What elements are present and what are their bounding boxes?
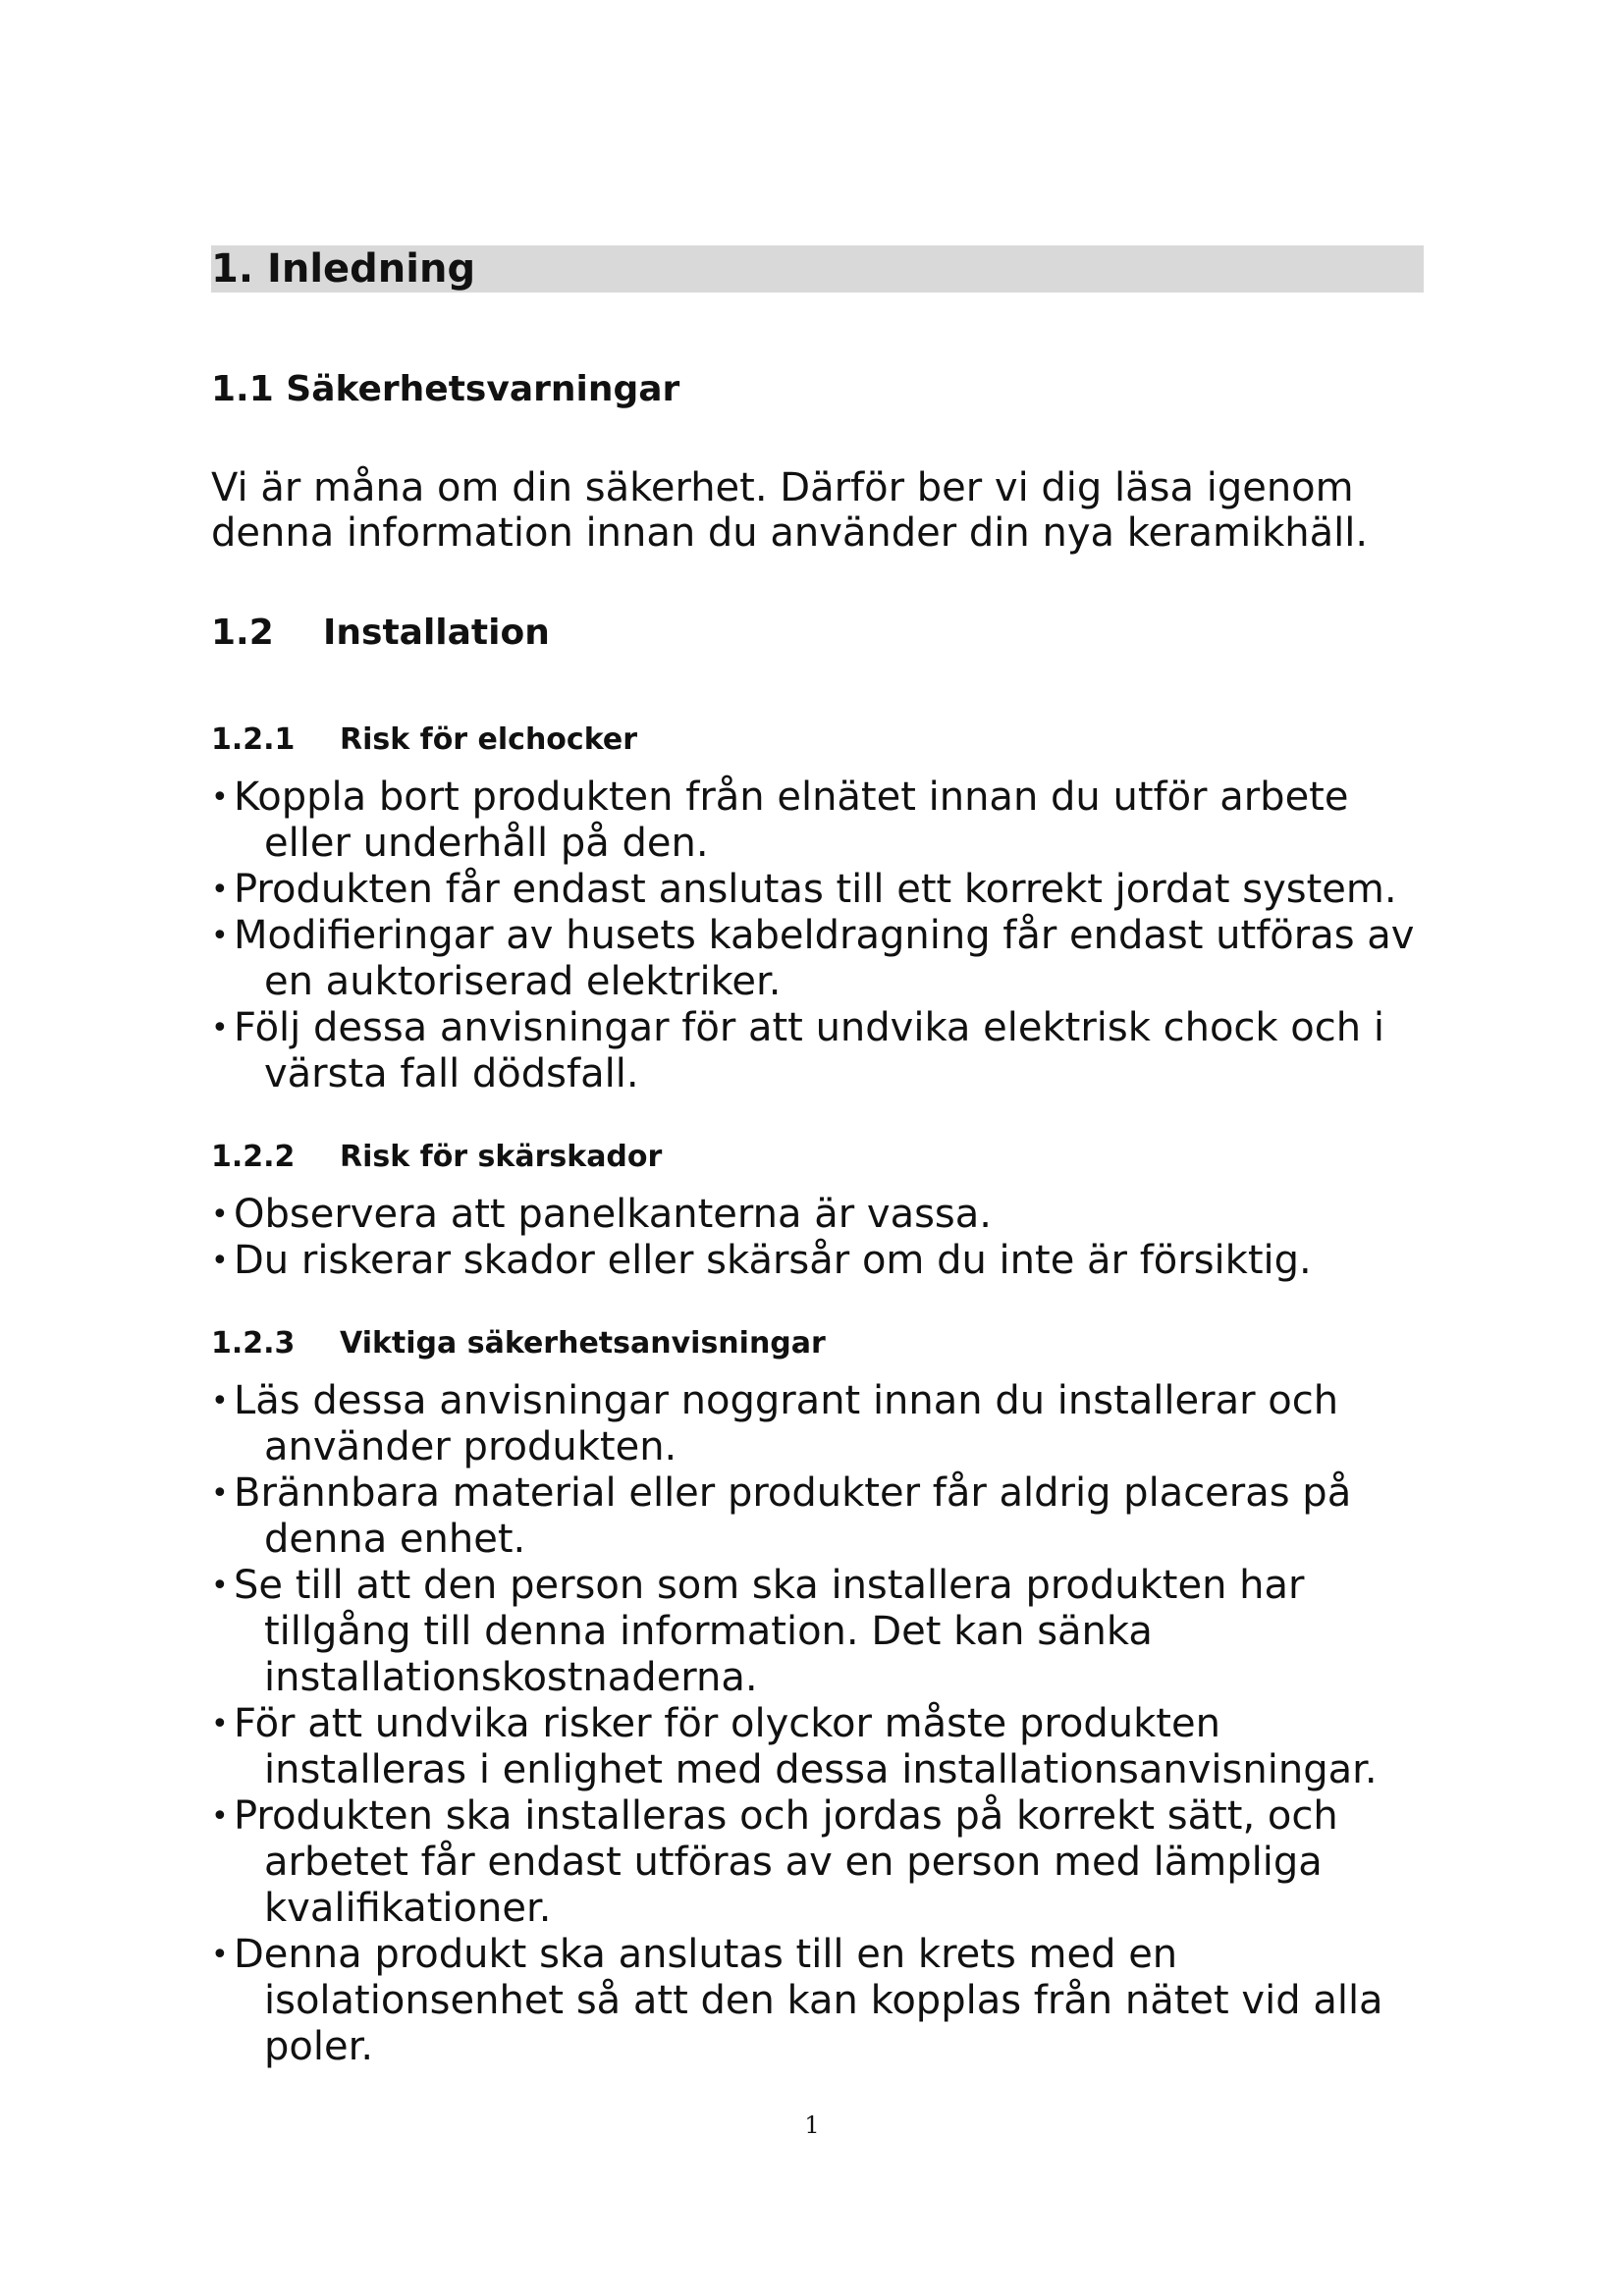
bullet-list-1-2-1	[211, 774, 1424, 1097]
list-item-line: värsta fall dödsfall.	[264, 1051, 639, 1096]
subsection-title: Risk för skärskador	[340, 1140, 663, 1174]
list-item-line: Följ dessa anvisningar för att undvika elektrisk chock och i	[234, 1005, 1384, 1050]
bullet-icon: •	[211, 919, 229, 953]
subsection-heading-1-2-1	[211, 721, 637, 759]
list-item	[211, 1238, 1424, 1284]
bullet-icon: •	[211, 1384, 229, 1418]
list-item	[211, 1005, 1424, 1097]
bullet-icon: •	[211, 780, 229, 815]
list-item-line: installeras i enlighet med dessa installationsanvisningar.	[264, 1747, 1378, 1792]
section-heading-1-1: 1.1 Säkerhetsvarningar	[211, 369, 680, 409]
bullet-icon: •	[211, 1938, 229, 1972]
list-item	[211, 1563, 1424, 1701]
bullet-icon: •	[211, 1198, 229, 1232]
list-item-line: isolationsenhet så att den kan kopplas från nätet vid alla	[264, 1978, 1383, 2023]
section-heading-1-2	[211, 612, 550, 655]
list-item-line: arbetet får endast utföras av en person med lämpliga	[264, 1840, 1323, 1885]
subsection-title: Risk för elchocker	[340, 722, 637, 757]
bullet-icon: •	[211, 1799, 229, 1834]
list-item-line: denna enhet.	[264, 1517, 526, 1562]
page-number: 1	[804, 2111, 820, 2139]
list-item-line: Se till att den person som ska installera produkten har	[234, 1563, 1305, 1608]
section-title: Installation	[323, 613, 550, 653]
list-item-line: en auktoriserad elektriker.	[264, 959, 782, 1004]
list-item-line: Modifieringar av husets kabeldragning får endast utföras av	[234, 913, 1415, 958]
list-item	[211, 913, 1424, 1005]
list-item-line: För att undvika risker för olyckor måste produkten	[234, 1701, 1220, 1746]
list-item-line: Observera att panelkanterna är vassa.	[234, 1192, 992, 1237]
intro-paragraph	[211, 465, 1368, 556]
list-item-line: Du riskerar skador eller skärsår om du inte är försiktig.	[234, 1238, 1312, 1283]
list-item-line: poler.	[264, 2024, 374, 2069]
bullet-icon: •	[211, 1011, 229, 1045]
subsection-number: 1.2.1	[211, 722, 296, 757]
bullet-icon: •	[211, 873, 229, 907]
bullet-list-1-2-3	[211, 1378, 1424, 2070]
subsection-number: 1.2.3	[211, 1326, 296, 1361]
list-item-line: Produkten ska installeras och jordas på korrekt sätt, och	[234, 1793, 1338, 1839]
bullet-list-1-2-2	[211, 1192, 1424, 1284]
bullet-icon: •	[211, 1476, 229, 1511]
list-item-line: kvalifikationer.	[264, 1886, 552, 1931]
list-item-line: Denna produkt ska anslutas till en krets med en	[234, 1932, 1178, 1977]
list-item	[211, 774, 1424, 867]
intro-paragraph-line: denna information innan du använder din nya keramikhäll.	[211, 510, 1369, 556]
list-item-line: Läs dessa anvisningar noggrant innan du installerar och	[234, 1378, 1339, 1423]
subsection-heading-1-2-2	[211, 1139, 662, 1176]
section-number: 1.2	[211, 613, 274, 653]
list-item-line: Produkten får endast anslutas till ett korrekt jordat system.	[234, 867, 1397, 912]
bullet-icon: •	[211, 1707, 229, 1741]
bullet-icon: •	[211, 1569, 229, 1603]
list-item	[211, 1932, 1424, 2070]
list-item	[211, 1192, 1424, 1238]
bullet-icon: •	[211, 1244, 229, 1278]
list-item-line: använder produkten.	[264, 1424, 677, 1469]
list-item-line: Koppla bort produkten från elnätet innan du utför arbete	[234, 774, 1349, 820]
list-item-line: eller underhåll på den.	[264, 821, 709, 866]
subsection-heading-1-2-3	[211, 1325, 826, 1362]
subsection-number: 1.2.2	[211, 1140, 296, 1174]
list-item	[211, 1793, 1424, 1932]
list-item-line: Brännbara material eller produkter får aldrig placeras på	[234, 1470, 1352, 1516]
chapter-heading: 1. Inledning	[211, 245, 1424, 293]
list-item	[211, 1378, 1424, 1470]
list-item	[211, 1470, 1424, 1563]
intro-paragraph-line: Vi är måna om din säkerhet. Därför ber vi dig läsa igenom	[211, 465, 1354, 510]
list-item	[211, 867, 1424, 913]
list-item	[211, 1701, 1424, 1793]
list-item-line: tillgång till denna information. Det kan sänka	[264, 1609, 1153, 1654]
list-item-line: installationskostnaderna.	[264, 1655, 758, 1700]
subsection-title: Viktiga säkerhetsanvisningar	[340, 1326, 826, 1361]
